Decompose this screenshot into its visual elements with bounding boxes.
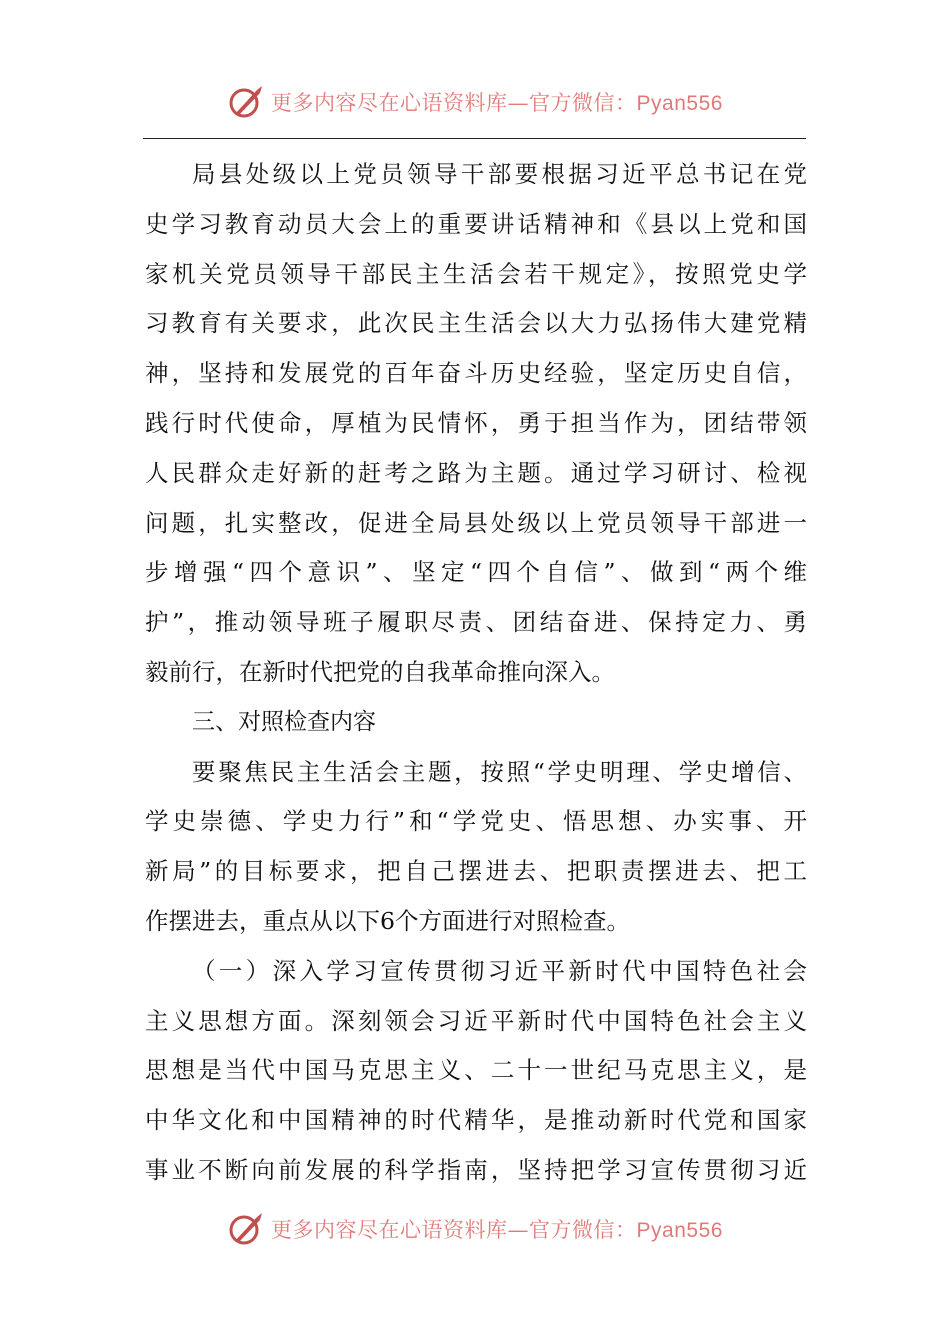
text-line: 人民群众走好新的赶考之路为主题。通过学习研讨、检视 (145, 458, 807, 487)
text-line: 史学习教育动员大会上的重要讲话精神和《县以上党和国 (145, 209, 807, 238)
footer-watermark-banner (0, 1209, 950, 1249)
quill-logo-icon (227, 84, 263, 120)
banner-text: 更多内容尽在心语资料库—官方微信：Pyan556 (271, 1218, 723, 1242)
text-line: 中华文化和中国精神的时代精华，是推动新时代党和国家 (145, 1106, 807, 1135)
text-line: 践行时代使命，厚植为民情怀，勇于担当作为，团结带领 (145, 408, 807, 437)
text-line: 主义思想方面。深刻领会习近平新时代中国特色社会主义 (145, 1006, 807, 1035)
text-line: 问题，扎实整改，促进全局县处级以上党员领导干部进一 (145, 508, 807, 537)
text-line: 局县处级以上党员领导干部要根据习近平总书记在党 (192, 160, 807, 188)
wechat-id: Pyan556 (636, 92, 723, 115)
wechat-id: Pyan556 (636, 1219, 723, 1242)
text-line: 作摆进去，重点从以下6个方面进行对照检查。 (145, 906, 630, 935)
header-divider (143, 138, 806, 139)
text-line: 学史崇德、学史力行”和“学党史、悟思想、办实事、开 (145, 807, 807, 836)
text-line: 家机关党员领导干部民主生活会若干规定》，按照党史学 (145, 259, 807, 288)
text-line: （一）深入学习宣传贯彻习近平新时代中国特色社会 (192, 956, 807, 985)
header-watermark-banner (0, 82, 950, 122)
document-body (145, 150, 807, 1196)
text-line: 步增强“四个意识”、坚定“四个自信”、做到“两个维 (145, 558, 807, 587)
text-line: 事业不断向前发展的科学指南，坚持把学习宣传贯彻习近 (145, 1155, 807, 1184)
text-line: 毅前行，在新时代把党的自我革命推向深入。 (145, 657, 615, 686)
text-line: 新局”的目标要求，把自己摆进去、把职责摆进去、把工 (145, 857, 807, 886)
text-line: 神，坚持和发展党的百年奋斗历史经验，坚定历史自信， (145, 359, 807, 388)
text-line: 习教育有关要求，此次民主生活会以大力弘扬伟大建党精 (145, 309, 807, 338)
section-heading: 三、对照检查内容 (192, 708, 376, 735)
quill-logo-icon (227, 1211, 263, 1247)
text-line: 护”，推动领导班子履职尽责、团结奋进、保持定力、勇 (145, 608, 807, 637)
text-line: 思想是当代中国马克思主义、二十一世纪马克思主义，是 (145, 1056, 807, 1085)
banner-text: 更多内容尽在心语资料库—官方微信：Pyan556 (271, 91, 723, 115)
text-line: 要聚焦民主生活会主题，按照“学史明理、学史增信、 (192, 757, 807, 786)
